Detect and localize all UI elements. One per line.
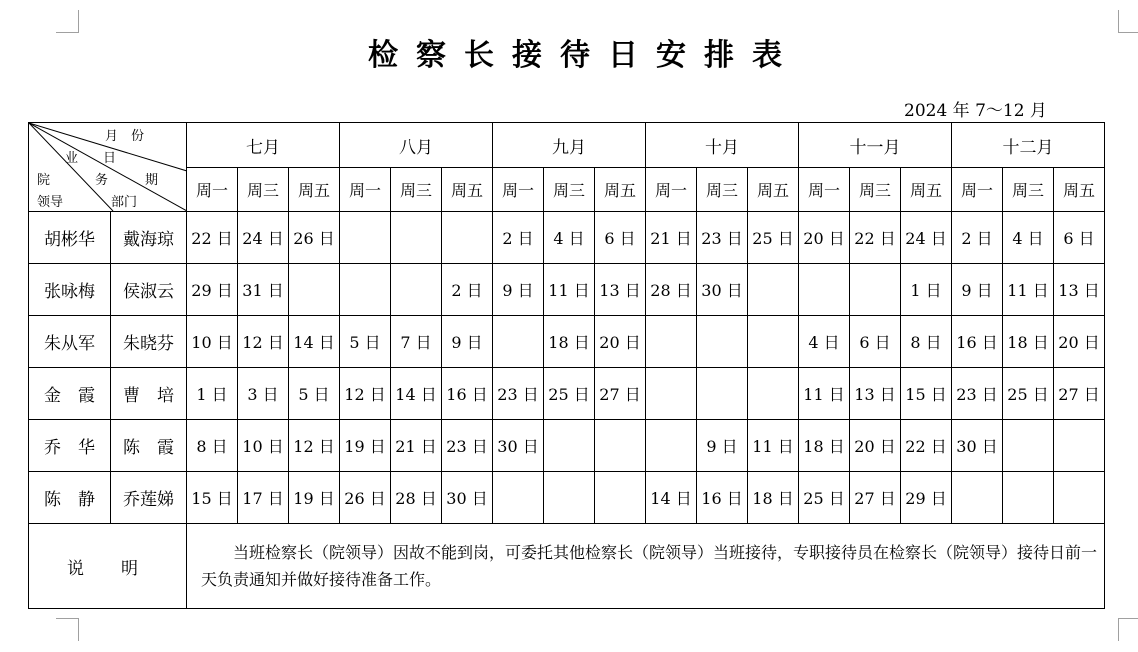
table-row (29, 368, 1105, 420)
crop-mark-bottom-right (1118, 618, 1138, 641)
day-cell (595, 420, 646, 472)
day-cell: 12 日 (238, 316, 289, 368)
month-header (799, 123, 952, 168)
weekday-header: 周三 (238, 168, 289, 212)
day-cell: 18 日 (544, 316, 595, 368)
day-cell: 15 日 (187, 472, 238, 524)
day-cell: 13 日 (1054, 264, 1105, 316)
weekday-header: 周一 (952, 168, 1003, 212)
day-cell: 16 日 (697, 472, 748, 524)
day-cell (289, 264, 340, 316)
weekday-header: 周一 (646, 168, 697, 212)
day-cell: 30 日 (493, 420, 544, 472)
dept-name: 朱晓芬 (111, 316, 187, 368)
day-cell (646, 316, 697, 368)
weekday-header: 周一 (493, 168, 544, 212)
weekday-header: 周五 (1054, 168, 1105, 212)
dept-name: 乔莲娣 (111, 472, 187, 524)
month-label: 十一月 (849, 137, 901, 158)
day-cell: 9 日 (952, 264, 1003, 316)
day-cell: 28 日 (391, 472, 442, 524)
month-header (187, 123, 340, 168)
day-cell: 25 日 (1003, 368, 1054, 420)
day-cell: 9 日 (697, 420, 748, 472)
day-cell: 12 日 (289, 420, 340, 472)
table-row (29, 264, 1105, 316)
day-cell (544, 420, 595, 472)
day-cell: 30 日 (442, 472, 493, 524)
corner-service-label: 务 (95, 173, 109, 188)
day-cell (1003, 472, 1054, 524)
day-cell: 30 日 (952, 420, 1003, 472)
day-cell (1054, 472, 1105, 524)
day-cell: 11 日 (544, 264, 595, 316)
leader-name: 张咏梅 (29, 264, 111, 316)
weekday-header: 周三 (544, 168, 595, 212)
leader-name: 胡彬华 (29, 212, 111, 264)
day-cell (1054, 420, 1105, 472)
day-cell (493, 472, 544, 524)
schedule-table (28, 122, 1105, 609)
day-cell: 18 日 (1003, 316, 1054, 368)
day-cell: 20 日 (595, 316, 646, 368)
weekday-header: 周一 (340, 168, 391, 212)
day-cell: 3 日 (238, 368, 289, 420)
dept-name: 侯淑云 (111, 264, 187, 316)
day-cell (595, 472, 646, 524)
leader-name: 乔 华 (29, 420, 111, 472)
day-cell: 27 日 (850, 472, 901, 524)
day-cell: 24 日 (901, 212, 952, 264)
month-label: 十月 (705, 137, 739, 158)
corner-leader-label: 领导 (37, 195, 64, 210)
day-cell: 24 日 (238, 212, 289, 264)
day-cell: 29 日 (187, 264, 238, 316)
corner-month-label: 月 份 (105, 129, 145, 144)
day-cell (697, 368, 748, 420)
weekday-header: 周五 (595, 168, 646, 212)
corner-period-label: 期 (145, 173, 159, 188)
day-cell: 4 日 (1003, 212, 1054, 264)
day-cell: 4 日 (544, 212, 595, 264)
day-cell (391, 212, 442, 264)
day-cell: 7 日 (391, 316, 442, 368)
day-cell: 2 日 (442, 264, 493, 316)
day-cell: 19 日 (340, 420, 391, 472)
weekday-header: 周五 (442, 168, 493, 212)
day-cell: 12 日 (340, 368, 391, 420)
weekday-header: 周五 (289, 168, 340, 212)
day-cell (442, 212, 493, 264)
month-label: 八月 (399, 137, 433, 158)
day-cell: 23 日 (493, 368, 544, 420)
month-header (340, 123, 493, 168)
day-cell (850, 264, 901, 316)
weekday-header: 周一 (799, 168, 850, 212)
day-cell: 20 日 (850, 420, 901, 472)
day-cell (697, 316, 748, 368)
day-cell (646, 420, 697, 472)
day-cell: 10 日 (238, 420, 289, 472)
note-label: 说 明 (29, 524, 187, 609)
day-cell: 22 日 (901, 420, 952, 472)
table-row (29, 472, 1105, 524)
day-cell: 23 日 (442, 420, 493, 472)
day-cell: 5 日 (340, 316, 391, 368)
dept-name: 戴海琼 (111, 212, 187, 264)
day-cell (340, 212, 391, 264)
day-cell: 28 日 (646, 264, 697, 316)
day-cell: 26 日 (289, 212, 340, 264)
day-cell: 1 日 (187, 368, 238, 420)
leader-name: 陈 静 (29, 472, 111, 524)
day-cell: 25 日 (748, 212, 799, 264)
day-cell: 16 日 (952, 316, 1003, 368)
dept-name: 陈 霞 (111, 420, 187, 472)
note-row (29, 524, 1105, 609)
corner-dept-label: 部门 (111, 195, 138, 210)
period-label: 2024 年 7～12 月 (904, 101, 1047, 121)
month-header (493, 123, 646, 168)
day-cell: 10 日 (187, 316, 238, 368)
note-text (187, 524, 1105, 609)
day-cell: 20 日 (1054, 316, 1105, 368)
table-row (29, 316, 1105, 368)
day-cell: 30 日 (697, 264, 748, 316)
day-cell: 6 日 (1054, 212, 1105, 264)
day-cell (493, 316, 544, 368)
month-header (646, 123, 799, 168)
leader-name: 朱从军 (29, 316, 111, 368)
day-cell: 18 日 (799, 420, 850, 472)
leader-name: 金 霞 (29, 368, 111, 420)
day-cell: 31 日 (238, 264, 289, 316)
day-cell: 11 日 (748, 420, 799, 472)
corner-business-label: 业 (65, 151, 79, 166)
day-cell (544, 472, 595, 524)
weekday-header: 周五 (748, 168, 799, 212)
month-label: 十二月 (1002, 137, 1054, 158)
day-cell: 22 日 (187, 212, 238, 264)
month-header (952, 123, 1105, 168)
month-label: 九月 (552, 137, 586, 158)
weekday-header: 周三 (850, 168, 901, 212)
day-cell: 22 日 (850, 212, 901, 264)
corner-day-label: 日 (103, 151, 117, 166)
corner-institute-label: 院 (37, 173, 51, 188)
day-cell: 25 日 (544, 368, 595, 420)
day-cell: 13 日 (595, 264, 646, 316)
day-cell: 19 日 (289, 472, 340, 524)
dept-name: 曹 培 (111, 368, 187, 420)
day-cell: 15 日 (901, 368, 952, 420)
day-cell: 14 日 (391, 368, 442, 420)
day-cell (748, 368, 799, 420)
table-row (29, 212, 1105, 264)
day-cell (799, 264, 850, 316)
day-cell: 29 日 (901, 472, 952, 524)
table-row (29, 420, 1105, 472)
day-cell (952, 472, 1003, 524)
day-cell: 27 日 (595, 368, 646, 420)
day-cell: 6 日 (850, 316, 901, 368)
crop-mark-bottom-left (56, 618, 79, 641)
day-cell: 14 日 (646, 472, 697, 524)
day-cell: 8 日 (187, 420, 238, 472)
day-cell: 11 日 (1003, 264, 1054, 316)
weekday-header: 周一 (187, 168, 238, 212)
weekday-header: 周三 (1003, 168, 1054, 212)
day-cell (391, 264, 442, 316)
day-cell: 27 日 (1054, 368, 1105, 420)
day-cell (1003, 420, 1054, 472)
note-paragraph: 当班检察长（院领导）因故不能到岗，可委托其他检察长（院领导）当班接待，专职接待员在检察长（院领导）接待日前一天负责通知并做好接待准备工作。 (201, 543, 1098, 589)
day-cell: 16 日 (442, 368, 493, 420)
day-cell: 9 日 (493, 264, 544, 316)
day-cell (646, 368, 697, 420)
month-label: 七月 (246, 137, 280, 158)
day-cell: 23 日 (952, 368, 1003, 420)
day-cell: 13 日 (850, 368, 901, 420)
day-cell (748, 316, 799, 368)
day-cell: 26 日 (340, 472, 391, 524)
day-cell: 18 日 (748, 472, 799, 524)
day-cell: 5 日 (289, 368, 340, 420)
day-cell (340, 264, 391, 316)
day-cell: 25 日 (799, 472, 850, 524)
weekday-header: 周三 (391, 168, 442, 212)
day-cell: 11 日 (799, 368, 850, 420)
day-cell: 9 日 (442, 316, 493, 368)
day-cell: 23 日 (697, 212, 748, 264)
page-title: 检察长接待日安排表 (368, 38, 800, 73)
day-cell: 14 日 (289, 316, 340, 368)
day-cell: 6 日 (595, 212, 646, 264)
weekday-header: 周三 (697, 168, 748, 212)
day-cell: 4 日 (799, 316, 850, 368)
day-cell (748, 264, 799, 316)
day-cell: 1 日 (901, 264, 952, 316)
day-cell: 8 日 (901, 316, 952, 368)
day-cell: 2 日 (952, 212, 1003, 264)
day-cell: 21 日 (646, 212, 697, 264)
day-cell: 21 日 (391, 420, 442, 472)
day-cell: 2 日 (493, 212, 544, 264)
weekday-header: 周五 (901, 168, 952, 212)
corner-header (29, 123, 187, 212)
day-cell: 20 日 (799, 212, 850, 264)
day-cell: 17 日 (238, 472, 289, 524)
